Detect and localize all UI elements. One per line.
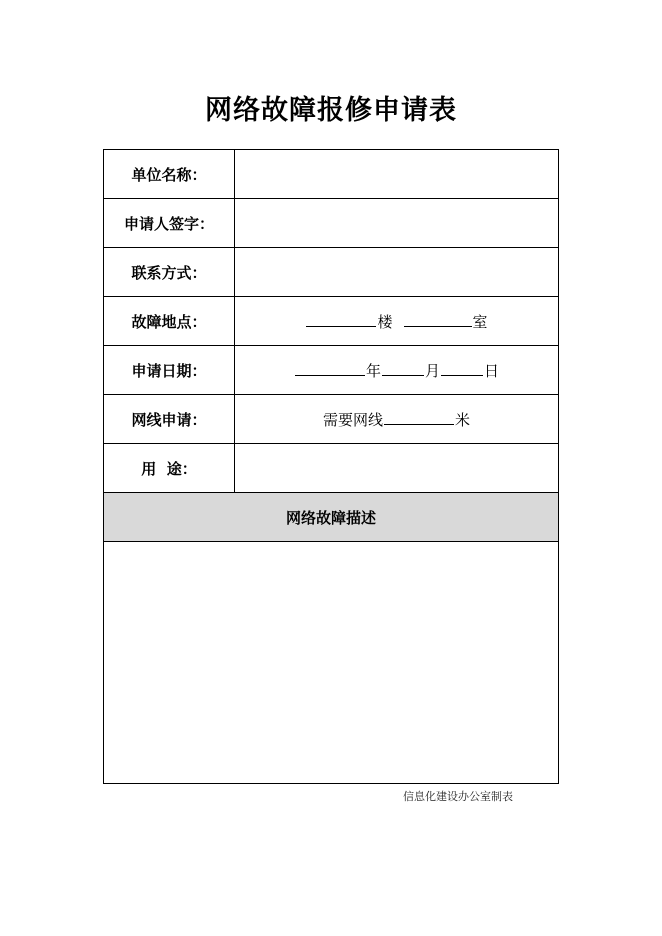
month-suffix: 月 — [424, 362, 440, 380]
contact-label: 联系方式： — [104, 248, 235, 297]
row-network-cable — [104, 395, 559, 444]
unit-name-field[interactable] — [235, 150, 559, 199]
row-applicant-signature — [104, 199, 559, 248]
row-fault-location — [104, 297, 559, 346]
building-suffix: 楼 — [377, 313, 393, 331]
row-description-header — [104, 493, 559, 542]
day-suffix: 日 — [484, 362, 500, 380]
row-apply-date — [104, 346, 559, 395]
row-description-body — [104, 542, 559, 784]
network-cable-prefix: 需要网线 — [322, 411, 383, 429]
room-blank[interactable] — [404, 310, 472, 327]
form-title: 网络故障报修申请表 — [205, 95, 457, 126]
network-cable-field — [235, 395, 559, 444]
apply-date-label: 申请日期： — [104, 346, 235, 395]
unit-name-label: 单位名称： — [104, 150, 235, 199]
network-cable-unit: 米 — [455, 411, 471, 429]
row-contact — [104, 248, 559, 297]
description-field[interactable] — [104, 542, 559, 784]
purpose-field[interactable] — [235, 444, 559, 493]
contact-field[interactable] — [235, 248, 559, 297]
fault-location-label: 故障地点： — [104, 297, 235, 346]
month-blank[interactable] — [382, 359, 424, 376]
row-unit-name — [104, 150, 559, 199]
room-suffix: 室 — [472, 313, 488, 331]
repair-request-form — [103, 149, 559, 784]
cable-length-blank[interactable] — [384, 408, 454, 425]
applicant-signature-label: 申请人签字： — [104, 199, 235, 248]
year-blank[interactable] — [295, 359, 365, 376]
applicant-signature-field[interactable] — [235, 199, 559, 248]
purpose-label: 用 途： — [104, 444, 235, 493]
row-purpose — [104, 444, 559, 493]
year-suffix: 年 — [365, 362, 381, 380]
footer-note: 信息化建设办公室制表 — [403, 790, 513, 803]
day-blank[interactable] — [441, 359, 483, 376]
apply-date-field — [235, 346, 559, 395]
description-header: 网络故障描述 — [104, 493, 559, 542]
network-cable-label: 网线申请： — [104, 395, 235, 444]
fault-location-field — [235, 297, 559, 346]
building-blank[interactable] — [306, 310, 376, 327]
